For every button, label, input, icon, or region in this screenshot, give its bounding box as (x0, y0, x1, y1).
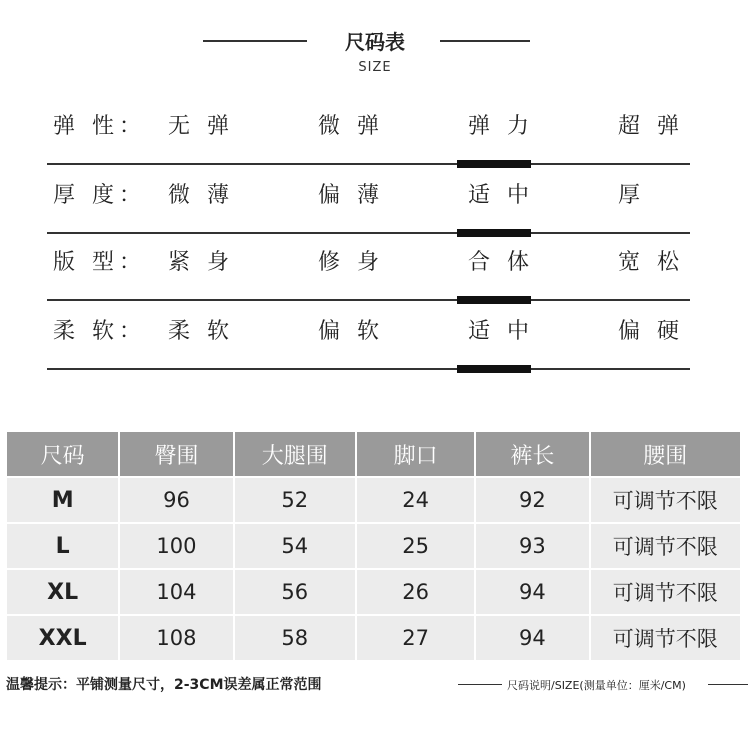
table-cell: 58 (235, 616, 355, 660)
attribute-option: 超 弹 (618, 114, 684, 139)
attribute-option: 柔 软 (168, 319, 234, 344)
page-title: 尺码表 (345, 30, 405, 54)
column-header-hem: 脚口 (357, 432, 474, 476)
attribute-option: 宽 松 (618, 250, 684, 275)
attribute-option: 厚 (618, 183, 646, 208)
attribute-option-selected: 合 体 (468, 250, 534, 275)
table-cell: 94 (476, 616, 588, 660)
size-note-text: 尺码说明/SIZE(测量单位：厘米/CM) (507, 679, 686, 692)
table-cell: 104 (120, 570, 232, 614)
table-cell: 25 (357, 524, 474, 568)
column-header-thigh: 大腿围 (235, 432, 355, 476)
selected-indicator (457, 365, 531, 373)
note-right-rule (708, 684, 748, 685)
attribute-label: 厚 度： (53, 183, 146, 208)
attribute-row-softness (47, 300, 690, 370)
size-cell: M (7, 478, 118, 522)
table-cell: 可调节不限 (591, 524, 740, 568)
table-row (7, 524, 740, 568)
table-cell: 24 (357, 478, 474, 522)
table-cell: 92 (476, 478, 588, 522)
table-cell: 26 (357, 570, 474, 614)
measurement-tip: 温馨提示：平铺测量尺寸，2-3CM误差属正常范围 (6, 677, 322, 693)
attribute-option: 偏 软 (318, 319, 384, 344)
attribute-row-thickness (47, 164, 690, 234)
column-header-size: 尺码 (7, 432, 118, 476)
table-cell: 93 (476, 524, 588, 568)
table-cell: 100 (120, 524, 232, 568)
size-cell: L (7, 524, 118, 568)
note-left-rule (458, 684, 502, 685)
attribute-label: 版 型： (53, 250, 146, 275)
column-header-length: 裤长 (476, 432, 588, 476)
attribute-rule (47, 368, 690, 370)
table-cell: 96 (120, 478, 232, 522)
attribute-option: 微 弹 (318, 114, 384, 139)
attribute-row-elasticity (47, 95, 690, 165)
size-cell: XXL (7, 616, 118, 660)
size-cell: XL (7, 570, 118, 614)
table-cell: 27 (357, 616, 474, 660)
table-cell: 可调节不限 (591, 616, 740, 660)
table-row (7, 478, 740, 522)
table-cell: 可调节不限 (591, 570, 740, 614)
attribute-option: 偏 硬 (618, 319, 684, 344)
table-cell: 56 (235, 570, 355, 614)
attribute-label: 柔 软： (53, 319, 146, 344)
column-header-hip: 臀围 (120, 432, 232, 476)
attribute-row-fit (47, 231, 690, 301)
attribute-label: 弹 性： (53, 114, 146, 139)
attribute-option: 修 身 (318, 250, 384, 275)
table-cell: 108 (120, 616, 232, 660)
attribute-option: 无 弹 (168, 114, 234, 139)
attribute-option-selected: 适 中 (468, 319, 534, 344)
attribute-option-selected: 弹 力 (468, 114, 534, 139)
page-subtitle: SIZE (358, 60, 392, 75)
table-cell: 54 (235, 524, 355, 568)
attribute-option: 微 薄 (168, 183, 234, 208)
table-cell: 可调节不限 (591, 478, 740, 522)
size-table (5, 430, 742, 662)
attribute-option: 偏 薄 (318, 183, 384, 208)
attribute-option: 紧 身 (168, 250, 234, 275)
table-cell: 94 (476, 570, 588, 614)
table-row (7, 616, 740, 660)
column-header-waist: 腰围 (591, 432, 740, 476)
table-header-row (7, 432, 740, 476)
attribute-option-selected: 适 中 (468, 183, 534, 208)
table-row (7, 570, 740, 614)
table-cell: 52 (235, 478, 355, 522)
